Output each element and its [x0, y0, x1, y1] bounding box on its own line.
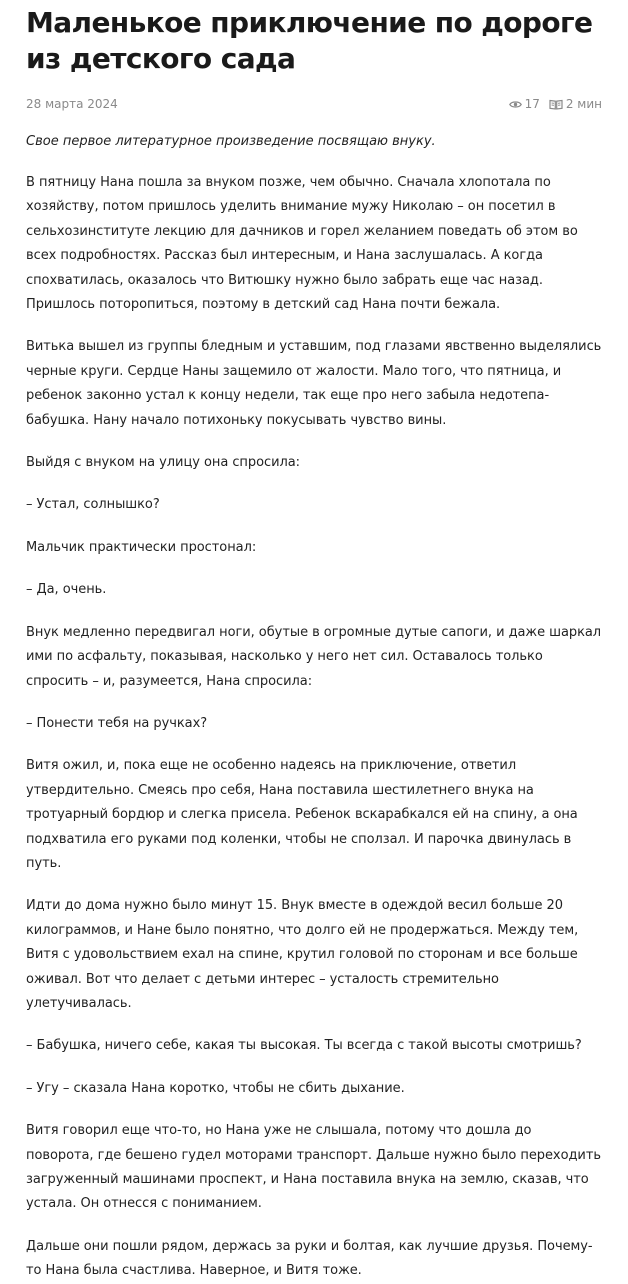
read-time [549, 97, 602, 111]
paragraph: – Бабушка, ничего себе, какая ты высокая. Ты всегда с такой высоты смотришь? [26, 1038, 582, 1054]
article-stats [509, 97, 602, 111]
views-count: 17 [524, 97, 540, 111]
paragraph: – Устал, солнышко? [26, 497, 160, 513]
article-meta [26, 94, 602, 114]
paragraph: Дальше они пошли рядом, держась за руки и болтая, как лучшие друзья. Почему-то Нана была счастлива. Наверное, и Витя тоже. [26, 1238, 593, 1279]
paragraph: Витя говорил еще что-то, но Нана уже не слышала, потому что дошла до поворота, где бешено гудел моторами транспорт. Дальше нужно было переходить загруженный машинами проспект, и Нана поставила внука на землю, сказав, что устала. Он отнесся с пониманием. [26, 1123, 601, 1212]
publish-date: 28 марта 2024 [26, 97, 118, 111]
open-book-icon [549, 99, 563, 110]
paragraph: Витя ожил, и, пока еще не особенно надеясь на приключение, ответил утвердительно. Смеясь про себя, Нана поставила шестилетнего внука на тротуарный бордюр и слегка присела. Ребенок вскарабкался ей на спину, а она подхватила его руками под коленки, чтобы не сползал. И парочка двинулась в путь. [26, 758, 578, 871]
eye-icon [509, 100, 522, 109]
paragraph: – Да, очень. [26, 582, 107, 598]
paragraph: Внук медленно передвигал ноги, обутые в огромные дутые сапоги, и даже шаркал ими по асфальту, показывая, насколько у него нет сил. Оставалось только спросить – и, разумеется, Нана спросила: [26, 624, 602, 689]
paragraph: Витька вышел из группы бледным и уставшим, под глазами явственно выделялись черные круги. Сердце Наны защемило от жалости. Мало того, что пятница, и ребенок законно устал к концу недели, так еще про него забыла недотепа-бабушка. Нану начало потихоньку покусывать чувство вины. [26, 339, 602, 428]
dedication: Свое первое литературное произведение посвящаю внуку. [26, 134, 436, 149]
paragraph: Идти до дома нужно было минут 15. Внук вместе в одеждой весил больше 20 килограммов, и Нане было понятно, что долго ей не продержаться. Между тем, Витя с удовольствием ехал на спине, крутил головой по сторонам и все больше оживал. Вот что делает с детьми интерес – усталость стремительно улетучивалась. [26, 898, 579, 1011]
read-time-value: 2 мин [565, 97, 602, 111]
paragraph: Выйдя с внуком на улицу она спросила: [26, 455, 300, 471]
paragraph: В пятницу Нана пошла за внуком позже, чем обычно. Сначала хлопотала по хозяйству, потом пришлось уделить внимание мужу Николаю – он посетил в сельхозинституте лекцию для дачников и горел желанием поведать об этом во всех подробностях. Рассказ был интересным, и Нана заслушалась. А когда спохватилась, оказалось что Витюшку нужно было забрать еще час назад. Пришлось поторопиться, поэтому в детский сад Нана почти бежала. [26, 175, 578, 313]
views-counter [509, 97, 540, 111]
paragraph: – Угу – сказала Нана коротко, чтобы не сбить дыхание. [26, 1080, 405, 1096]
paragraph: Мальчик практически простонал: [26, 539, 257, 555]
article-title: Маленькое приключение по дороге из детского сада [26, 6, 593, 75]
paragraph: – Понести тебя на ручках? [26, 715, 208, 731]
